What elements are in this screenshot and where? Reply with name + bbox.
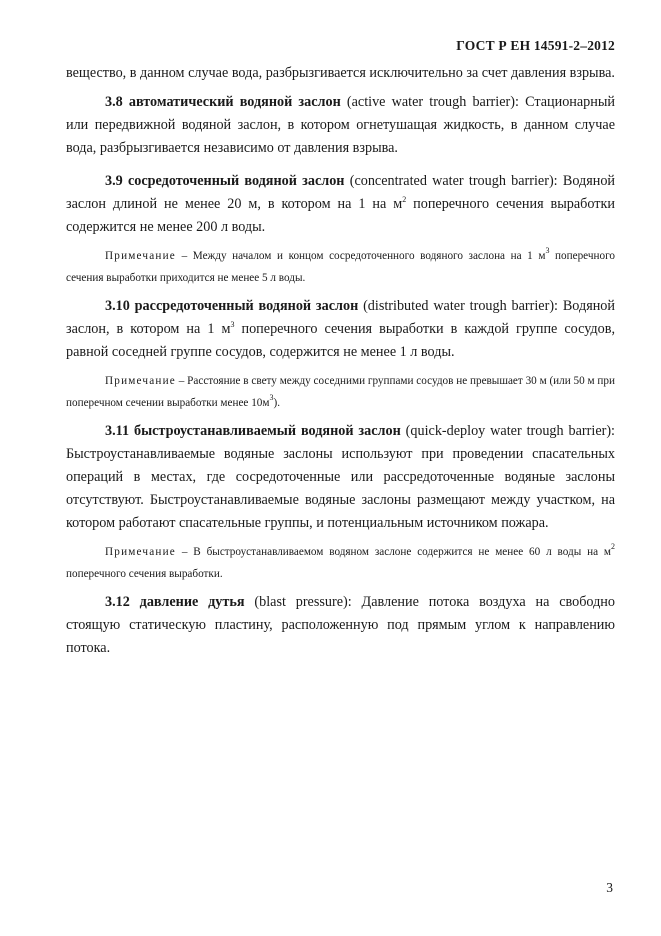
superscript: 2 [402,195,407,204]
term-english: (blast pressure): [254,594,352,610]
note-text-end: ). [273,397,280,409]
term-definition-start: Водяной заслон, в котором на 1 м [66,298,615,337]
term-english: (distributed water trough barrier): [363,298,558,314]
note-text-start: – В быстроустанавливаемом водяном заслоне содержится не менее 60 л воды на м [175,546,611,558]
section-number: 3.10 [105,298,130,314]
section-number: 3.8 [105,94,123,110]
term-definition: Стационарный или передвижной водяной заслон, в котором огнетушащая жидкость, в данном случае вода, разбрызгивается независимо от давления взрыва. [66,94,615,156]
note-label: Примечание [105,250,176,262]
note-3-11 [66,541,615,585]
continuation-paragraph [66,62,615,85]
term-definition: Быстроустанавливаемые водяные заслоны используют при проведении спасательных операций в местах, где сосредоточенные или рассредоточенные водяные заслоны отсутствуют. Быстроустанавливаемые водяные заслоны размещают между участком, на котором работают спасательные группы, и потенциальным источником пожара. [66,446,615,531]
term-title: давление дутья [139,594,245,610]
section-number: 3.9 [105,173,123,189]
term-definition: Давление потока воздуха на свободно стоящую статическую пластину, расположенную под прямым углом к направлению потока. [66,594,615,656]
page-number: 3 [606,880,613,895]
note-text-start: – Расстояние в свету между соседними группами сосудов не превышает 30 м (или 50 м при поперечном сечении выработки менее 10м [66,375,615,409]
term-definition-end: поперечного сечения выработки в каждой группе сосудов, равной соседней группе сосудов, содержится не менее 1 л воды. [66,321,615,360]
section-number: 3.11 [105,423,130,439]
section-3-12 [66,591,615,660]
section-number: 3.12 [105,594,130,610]
section-3-9 [66,170,615,239]
note-label: Примечание [105,546,176,558]
continuation-text: вещество, в данном случае вода, разбрызгивается исключительно за счет давления взрыва. [66,65,615,81]
term-definition-end: поперечного сечения выработки содержится не менее 200 л воды. [66,196,615,235]
term-definition-start: Водяной заслон длиной не менее 20 м, в котором на 1 на м [66,173,616,212]
note-3-10 [66,370,615,414]
note-text-end: поперечного сечения выработки приходится не менее 5 л воды. [66,250,615,284]
note-text-end: поперечного сечения выработки. [66,568,223,580]
superscript: 3 [545,246,550,255]
section-3-8 [66,91,615,160]
section-3-10 [66,295,615,364]
note-text-start: – Между началом и концом сосредоточенного водяного заслона на 1 м [175,250,546,262]
term-title: быстроустанавливаемый водяной заслон [133,423,401,439]
superscript: 3 [230,320,235,329]
note-label: Примечание [105,375,176,387]
term-title: сосредоточенный водяной заслон [127,173,345,189]
term-title: рассредоточенный водяной заслон [134,298,359,314]
term-english: (quick-deploy water trough barrier): [405,423,616,439]
superscript: 3 [269,393,274,402]
document-body [66,62,615,660]
term-english: (concentrated water trough barrier): [349,173,558,189]
term-title: автоматический водяной заслон [128,94,341,110]
section-3-11 [66,420,615,535]
term-english: (active water trough barrier): [346,94,519,110]
document-header: ГОСТ Р ЕН 14591-2–2012 [456,38,615,53]
superscript: 2 [611,542,615,551]
note-3-9 [66,245,615,289]
